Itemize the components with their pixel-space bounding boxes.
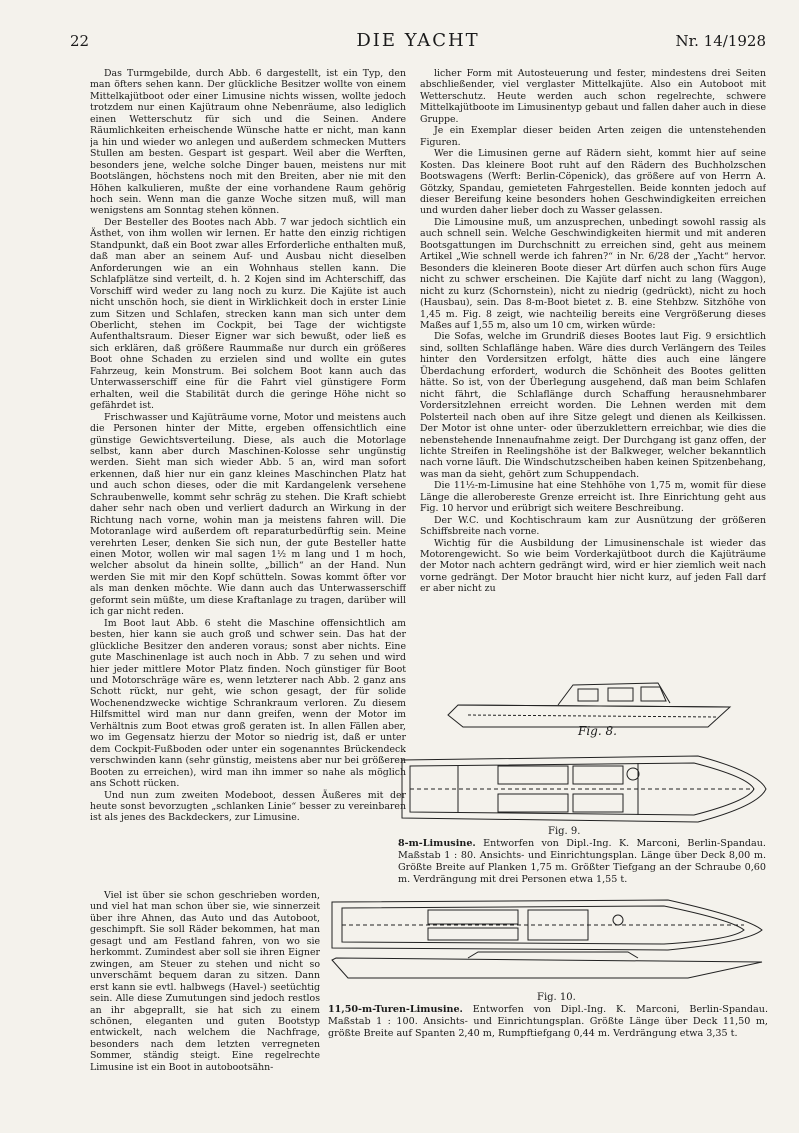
- magazine-title: DIE YACHT: [356, 30, 480, 51]
- figure-9-caption: [398, 838, 766, 886]
- paragraph: Je ein Exemplar dieser beiden Arten zeigen die untenstehenden Figuren.: [420, 125, 766, 148]
- paragraph: Die Limousine muß, um anzusprechen, unbedingt sowohl rassig als auch schnell sein. Welche Geschwindigkeiten hiermit und mit anderen Bootsgattungen im Durchschnitt zu erreichen sind, geht aus meinem Artikel „Wie schnell werde ich fahren?“ in Nr. 6/28 der „Yacht“ hervor. Besonders die kleineren Boote dieser Art dürfen auch schon fürs Auge nicht zu schwer erscheinen. Die Kajüte darf nicht zu lang (Waggon), nicht zu kurz (Schornstein), nicht zu niedrig (gedrückt), nicht zu hoch (Hausbau), sein. Das 8-m-Boot bietet z. B. eine Stehbzw. Sitzhöhe von 1,45 m. Fig. 8 zeigt, wie nachteilig bereits eine Vergrößerung dieses Maßes auf 1,55 m, also um 10 cm, wirken würde:: [420, 216, 766, 331]
- paragraph: licher Form mit Autosteuerung und fester, mindestens drei Seiten abschließender, viel verglaster Mittelkajüte. Also ein Autoboot mit Wetterschutz. Heute werden auch schon regelrechte, schwere Mittelkajütboote im Limusinentyp gebaut und fallen daher auch in diese Gruppe.: [420, 68, 766, 125]
- figure-9-label: Fig. 9.: [548, 826, 581, 837]
- paragraph: Die 11½-m-Limusine hat eine Stehhöhe von 1,75 m, womit für diese Länge die allerobereste Grenze erreicht ist. Ihre Einrichtung geht aus Fig. 10 hervor und erübrigt sich weitere Beschreibung.: [420, 480, 766, 515]
- figure-10-label: Fig. 10.: [537, 992, 576, 1003]
- paragraph: Der Besteller des Bootes nach Abb. 7 war jedoch sichtlich ein Ästhet, von ihm wollen wir lernen. Er hatte den einzig richtigen Standpunkt, daß ein Boot zwar alles Erforderliche enthalten muß, daß man aber an seinem Auf- und Ausbau nicht dieselben Anforderungen wie an ein Wohnhaus stellen kann. Die Schlafplätze sind verteilt, d. h. 2 Kojen sind im Achterschiff, das Vorschiff wird weder zu lang noch zu kurz. Die Kajüte ist auch nicht unschön hoch, sie dient in Wirklichkeit doch in erster Linie zum Sitzen und Schlafen, strecken kann man sich unter dem Oberlicht, stehen im Cockpit, bei Tage der wichtigste Aufenthaltsraum. Dieser Eigner war sich bewußt, oder ließ es sich erklären, daß größere Raummaße nur durch ein größeres Boot ohne Schaden zu erzielen sind und wollte ein gutes Fahrzeug, kein Monstrum. Bei solchem Boot kann auch das Unterwasserschiff eine für die Fahrt viel günstigere Form erhalten, weil die Stabilität durch die geringe Höhe nicht so gefährdet ist.: [90, 216, 406, 412]
- paragraph: Das Turmgebilde, durch Abb. 6 dargestellt, ist ein Typ, den man öfters sehen kann. Der glückliche Besitzer wollte von einem Mittelkajütboot oder einer Limusine nichts wissen, wollte jedoch trotzdem nur einen Kajütraum ohne Nebenräume, also lediglich einen Wetterschutz für sich und die Seinen. Andere Räumlichkeiten erheischende Wünsche hatte er nicht, man kann ja hin und wieder wo anlegen und außerdem schmecken Mutters Stullen am besten. Gespart ist gespart. Weil aber die Werften, besonders jene, welche solche Dinger bauen, meistens nur mit Bootslängen, höchstens noch mit den Breiten, aber nie mit den Höhen kalkulieren, mußte der eine vorhandene Raum gehörig hoch sein. Wenn man die ganze Woche sitzen muß, will man wenigstens am Sonntag stehen können.: [90, 68, 406, 217]
- paragraph: Der W.C. und Kochtischraum kam zur Ausnützung der größeren Schiffsbreite nach vorne.: [420, 514, 766, 538]
- text-column-left-wrap: [90, 890, 320, 1073]
- figure-10-caption-text: Entworfen von Dipl.-Ing. K. Marconi, Berlin-Spandau. Maßstab 1 : 100. Ansichts- und Einrichtungsplan. Größte Länge über Deck 11,50 m, größte Breite auf Spanten 2,40 m, Rumpftiefgang 0,44 m. Verdrängung etwa 3,35 t.: [328, 1004, 768, 1039]
- issue-number: Nr. 14/1928: [675, 32, 766, 50]
- paragraph: Und nun zum zweiten Modeboot, dessen Äußeres mit der heute sonst bevorzugten „schlanken Linie“ besser zu vereinbaren ist als jenes des Backdeckers, zur Limusine.: [90, 789, 406, 824]
- paragraph: Wichtig für die Ausbildung der Limusinenschale ist wieder das Motorengewicht. So wie beim Vorderkajütboot durch die Kajüträume der Motor nach achtern gedrängt wird, wird er hier ziemlich weit nach vorne gedrängt. Der Motor braucht hier nicht kurz, auf jeden Fall darf er aber nicht zu: [420, 537, 766, 595]
- text-column-right: [420, 68, 766, 672]
- figure-10-caption: [328, 1004, 768, 1040]
- paragraph: Frischwasser und Kajüträume vorne, Motor und meistens auch die Personen hinter der Mitte, ergeben offensichtlich eine günstige Gewichtsverteilung. Diese, als auch die Motorlage selbst, kann aber durch Maschinen-Kolosse sehr ungünstig werden. Sieht man sich wieder Abb. 5 an, wird man sofort erkennen, daß hier nur ein ganz kleines Maschinchen Platz hat und auch schon dieses, oder die mit Kardangelenk versehene Schraubenwelle, kommt sehr schräg zu stehen. Die Kraft schiebt daher sehr nach oben und verliert dadurch an Wirkung in der Richtung nach vorne, wohin man ja meistens fahren will. Die Motoranlage wird außerdem oft reparaturbedürftig sein. Meine verehrten Leser, denken Sie sich nun, der gute Besteller hatte einen Motor, wollen wir mal sagen 1½ m lang und 1 m hoch, welcher absolut da hinein sollte, „billich“ an der Hand. Nun werden Sie mit mir den Kopf schütteln. Sowas kommt öfter vor als man denken möchte. Wie dann auch das Unterwasserschiff geformt sein müßte, um diese Kraftanlage zu tragen, darüber will ich gar nicht reden.: [90, 411, 406, 618]
- figure-10-plan-view: [328, 898, 766, 990]
- figure-9-plan-view: [398, 752, 770, 826]
- figure-9-caption-text: Entworfen von Dipl.-Ing. K. Marconi, Berlin-Spandau. Maßstab 1 : 80. Ansichts- und Einrichtungsplan. Länge über Deck 8,00 m. Größte Breite auf Planken 1,75 m. Größter Tiefgang an der Schraube 0,60 m. Verdrängung mit drei Personen etwa 1,55 t.: [398, 838, 766, 885]
- paragraph: Viel ist über sie schon geschrieben worden, und viel hat man schon über sie, wie sinnerzeit über ihre Ahnen, das Auto und das Autoboot, geschimpft. Sie soll Räder bekommen, hat man gesagt und am Festland fahren, von wo sie herkommt. Zumindest aber soll sie ihren Eigner zwingen, am Steuer zu stehen und nicht so unverschämt bequem daran zu sitzen. Dann erst kann sie evtl. halbwegs (Havel-) seetüchtig sein. Alle diese Zumutungen sind jedoch restlos an ihr abgeprallt, sie hat sich zu einem schönen, eleganten und guten Bootstyp entwickelt, nach welchem die Nachfrage, besonders nach dem letzten verregneten Sommer, ständig steigt. Eine regelrechte Limusine ist ein Boot in autobootsähn-: [90, 890, 320, 1073]
- paragraph: Im Boot laut Abb. 6 steht die Maschine offensichtlich am besten, hier kann sie auch groß und schwer sein. Das hat der glückliche Besitzer den anderen voraus; sonst aber nichts. Eine gute Maschinenlage ist auch noch in Abb. 7 zu sehen und wird hier jeder mittlere Motor Platz finden. Noch günstiger für Boot und Motorschräge wäre es, wenn letzterer nach Abb. 2 ganz ans Schott rückt, nur geht, wie schon gesagt, der für solide Wochenendzwecke wichtige Schrankraum verloren. Zu diesem Hilfsmittel wird man nur dann greifen, wenn der Motor im Verhältnis zum Boot etwas groß geraten ist. In allen Fällen aber, wo im Gegensatz hierzu der Motor so niedrig ist, daß er unter dem Cockpit-Fußboden oder unter ein sogenanntes Brückendeck verschwinden kann (sehr günstig, meistens aber nur bei größeren Booten zu erreichen), wird man ihn immer so nahe als möglich ans Schott rücken.: [90, 617, 406, 790]
- paragraph: Wer die Limusinen gerne auf Rädern sieht, kommt hier auf seine Kosten. Das kleinere Boot ruht auf den Rädern des Buchholzschen Bootswagens (Werft: Berlin-Cöpenick), das größere auf von Herrn A. Götzky, Spandau, gemieteten Fahrgestellen. Beide konnten jedoch auf dieser Bereifung keine besonders hohen Geschwindigkeiten erreichen und wurden daher lieber doch zu Wasser gelassen.: [420, 148, 766, 217]
- page-number: 22: [70, 32, 90, 50]
- page-header: [70, 30, 766, 54]
- figure-8-label: Fig. 8.: [578, 724, 617, 738]
- paragraph: Die Sofas, welche im Grundriß dieses Bootes laut Fig. 9 ersichtlich sind, sollten Schlaflänge haben. Wäre dies durch Verlängern des Teiles hinter den Vordersitzen erfolgt, hätte dies auch eine längere Überdachung erfordert, wodurch die Schönheit des Bootes gelitten hätte. So ist, von der Überlegung ausgehend, daß man beim Schlafen nicht fährt, die Schlaflänge durch Schaffung herausnehmbarer Vordersitzlehnen erreicht worden. Die Lehnen werden mit dem Polsterteil nach oben auf ihre Sitze gelegt und dienen als Keilkissen. Der Motor ist ohne unter- oder überzuklettern erreichbar, wie dies die nebenstehende Innenaufnahme zeigt. Der Durchgang ist ganz offen, der lichte Streifen in Reelingshöhe ist der Balkweger, welcher bekanntlich nach vorne läuft. Die Windschutzscheiben haben keinen Spitzenbehang, was man da sieht, gehört zum Schuppendach.: [420, 331, 766, 480]
- figure-9-title: 8-m-Limusine.: [398, 838, 476, 849]
- figure-10-title: 11,50-m-Turen-Limusine.: [328, 1004, 463, 1015]
